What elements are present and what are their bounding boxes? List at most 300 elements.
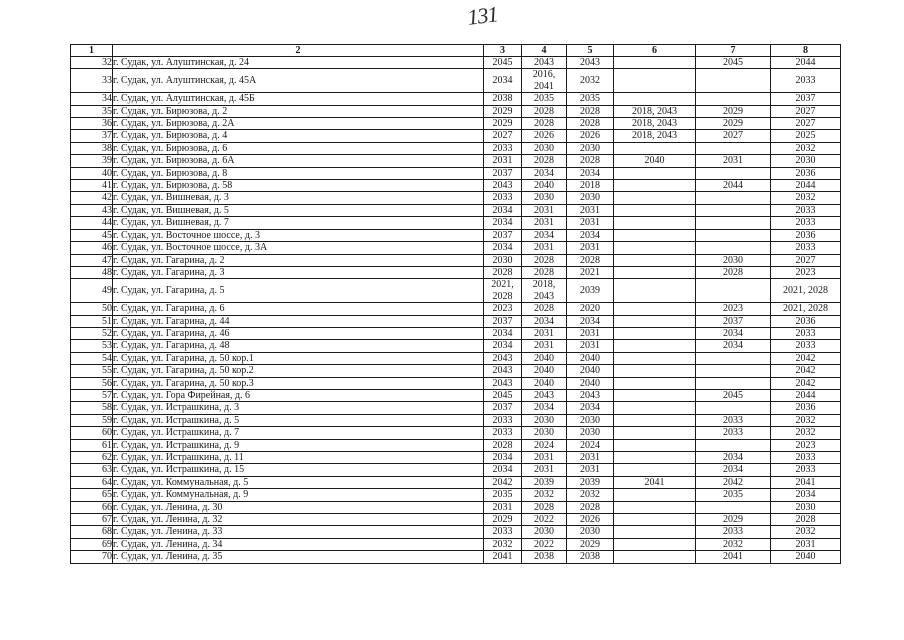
table-row <box>71 254 841 266</box>
address-cell: г. Судак, ул. Вишневая, д. 7 <box>113 217 484 229</box>
col4-cell: 2035 <box>522 93 567 105</box>
col5-cell: 2034 <box>567 315 614 327</box>
col4-cell: 2028 <box>522 266 567 278</box>
col4-cell: 2030 <box>522 414 567 426</box>
col4-cell: 2040 <box>522 352 567 364</box>
col5-cell: 2030 <box>567 427 614 439</box>
table-row <box>71 315 841 327</box>
address-cell: г. Судак, ул. Ленина, д. 30 <box>113 501 484 513</box>
col8-cell: 2041 <box>771 476 841 488</box>
col8-cell: 2025 <box>771 130 841 142</box>
col5-cell: 2040 <box>567 377 614 389</box>
col3-cell: 2031 <box>484 501 522 513</box>
row-number-cell: 40 <box>71 167 113 179</box>
col7-cell <box>696 142 771 154</box>
col4-cell: 2030 <box>522 427 567 439</box>
header-cell-8: 8 <box>771 45 841 57</box>
col4-cell: 2038 <box>522 551 567 563</box>
col7-cell: 2030 <box>696 254 771 266</box>
col3-cell: 2028 <box>484 266 522 278</box>
col4-cell: 2028 <box>522 155 567 167</box>
address-cell: г. Судак, ул. Бирюзова, д. 6 <box>113 142 484 154</box>
col5-cell: 2028 <box>567 118 614 130</box>
col7-cell: 2034 <box>696 340 771 352</box>
col6-cell <box>614 266 696 278</box>
col8-cell: 2036 <box>771 229 841 241</box>
col5-cell: 2028 <box>567 254 614 266</box>
address-cell: г. Судак, ул. Коммунальная, д. 9 <box>113 489 484 501</box>
address-cell: г. Судак, ул. Гора Фирейная, д. 6 <box>113 389 484 401</box>
col5-cell: 2026 <box>567 514 614 526</box>
col5-cell: 2034 <box>567 167 614 179</box>
table-row <box>71 452 841 464</box>
row-number-cell: 33 <box>71 69 113 93</box>
col4-cell: 2031 <box>522 464 567 476</box>
row-number-cell: 52 <box>71 327 113 339</box>
col4-cell: 2026 <box>522 130 567 142</box>
col7-cell <box>696 229 771 241</box>
table-row <box>71 538 841 550</box>
row-number-cell: 49 <box>71 279 113 303</box>
col7-cell: 2029 <box>696 118 771 130</box>
col4-cell: 2031 <box>522 340 567 352</box>
col3-cell: 2034 <box>484 242 522 254</box>
row-number-cell: 35 <box>71 105 113 117</box>
col8-cell: 2042 <box>771 352 841 364</box>
col4-cell: 2031 <box>522 242 567 254</box>
col5-cell: 2031 <box>567 242 614 254</box>
col6-cell <box>614 242 696 254</box>
col7-cell <box>696 192 771 204</box>
row-number-cell: 53 <box>71 340 113 352</box>
table-row <box>71 69 841 93</box>
col6-cell: 2018, 2043 <box>614 130 696 142</box>
col3-cell: 2033 <box>484 427 522 439</box>
row-number-cell: 70 <box>71 551 113 563</box>
col5-cell: 2031 <box>567 340 614 352</box>
col7-cell: 2037 <box>696 315 771 327</box>
col8-cell: 2032 <box>771 414 841 426</box>
col6-cell <box>614 142 696 154</box>
col4-cell: 2030 <box>522 192 567 204</box>
col3-cell: 2037 <box>484 167 522 179</box>
col7-cell <box>696 402 771 414</box>
row-number-cell: 66 <box>71 501 113 513</box>
col6-cell <box>614 327 696 339</box>
col7-cell: 2035 <box>696 489 771 501</box>
table-row <box>71 242 841 254</box>
col4-cell: 2028 <box>522 118 567 130</box>
col8-cell: 2044 <box>771 57 841 69</box>
header-cell-5: 5 <box>567 45 614 57</box>
row-number-cell: 43 <box>71 204 113 216</box>
address-cell: г. Судак, ул. Гагарина, д. 50 кор.3 <box>113 377 484 389</box>
table-row <box>71 464 841 476</box>
col3-cell: 2038 <box>484 93 522 105</box>
col3-cell: 2034 <box>484 327 522 339</box>
header-cell-7: 7 <box>696 45 771 57</box>
col3-cell: 2041 <box>484 551 522 563</box>
row-number-cell: 54 <box>71 352 113 364</box>
col6-cell <box>614 93 696 105</box>
col5-cell: 2034 <box>567 229 614 241</box>
col3-cell: 2043 <box>484 180 522 192</box>
col3-cell: 2023 <box>484 303 522 315</box>
row-number-cell: 41 <box>71 180 113 192</box>
address-cell: г. Судак, ул. Гагарина, д. 2 <box>113 254 484 266</box>
header-cell-3: 3 <box>484 45 522 57</box>
col7-cell <box>696 217 771 229</box>
col4-cell: 2034 <box>522 229 567 241</box>
col4-cell: 2043 <box>522 389 567 401</box>
col5-cell: 2032 <box>567 489 614 501</box>
col3-cell: 2037 <box>484 315 522 327</box>
table-row <box>71 155 841 167</box>
col7-cell: 2033 <box>696 526 771 538</box>
col5-cell: 2020 <box>567 303 614 315</box>
address-cell: г. Судак, ул. Алуштинская, д. 45А <box>113 69 484 93</box>
col5-cell: 2021 <box>567 266 614 278</box>
address-cell: г. Судак, ул. Бирюзова, д. 58 <box>113 180 484 192</box>
col6-cell <box>614 501 696 513</box>
col8-cell: 2023 <box>771 439 841 451</box>
col6-cell: 2018, 2043 <box>614 105 696 117</box>
address-cell: г. Судак, ул. Бирюзова, д. 2 <box>113 105 484 117</box>
col4-cell: 2016, 2041 <box>522 69 567 93</box>
col4-cell: 2034 <box>522 167 567 179</box>
col5-cell: 2038 <box>567 551 614 563</box>
address-cell: г. Судак, ул. Истрашкина, д. 5 <box>113 414 484 426</box>
table-row <box>71 476 841 488</box>
col8-cell: 2032 <box>771 427 841 439</box>
row-number-cell: 48 <box>71 266 113 278</box>
col3-cell: 2045 <box>484 389 522 401</box>
row-number-cell: 56 <box>71 377 113 389</box>
row-number-cell: 58 <box>71 402 113 414</box>
col5-cell: 2039 <box>567 476 614 488</box>
col7-cell: 2044 <box>696 180 771 192</box>
col4-cell: 2030 <box>522 142 567 154</box>
col6-cell <box>614 192 696 204</box>
address-cell: г. Судак, ул. Гагарина, д. 44 <box>113 315 484 327</box>
col3-cell: 2033 <box>484 526 522 538</box>
col6-cell <box>614 427 696 439</box>
address-cell: г. Судак, ул. Истрашкина, д. 11 <box>113 452 484 464</box>
col3-cell: 2037 <box>484 229 522 241</box>
table-row <box>71 266 841 278</box>
address-cell: г. Судак, ул. Бирюзова, д. 2А <box>113 118 484 130</box>
col5-cell: 2028 <box>567 105 614 117</box>
col8-cell: 2033 <box>771 242 841 254</box>
address-cell: г. Судак, ул. Бирюзова, д. 4 <box>113 130 484 142</box>
col3-cell: 2029 <box>484 105 522 117</box>
row-number-cell: 46 <box>71 242 113 254</box>
address-cell: г. Судак, ул. Истрашкина, д. 9 <box>113 439 484 451</box>
col7-cell <box>696 242 771 254</box>
address-cell: г. Судак, ул. Восточное шоссе, д. 3 <box>113 229 484 241</box>
table-row <box>71 93 841 105</box>
row-number-cell: 50 <box>71 303 113 315</box>
col8-cell: 2033 <box>771 452 841 464</box>
table-row <box>71 414 841 426</box>
col3-cell: 2021, 2028 <box>484 279 522 303</box>
col3-cell: 2030 <box>484 254 522 266</box>
col5-cell: 2039 <box>567 279 614 303</box>
col6-cell <box>614 229 696 241</box>
col4-cell: 2028 <box>522 105 567 117</box>
col6-cell <box>614 279 696 303</box>
table-row <box>71 526 841 538</box>
col7-cell <box>696 167 771 179</box>
col3-cell: 2034 <box>484 464 522 476</box>
col4-cell: 2031 <box>522 327 567 339</box>
col3-cell: 2045 <box>484 57 522 69</box>
row-number-cell: 55 <box>71 365 113 377</box>
col8-cell: 2021, 2028 <box>771 303 841 315</box>
col3-cell: 2033 <box>484 414 522 426</box>
col5-cell: 2031 <box>567 327 614 339</box>
row-number-cell: 32 <box>71 57 113 69</box>
col8-cell: 2037 <box>771 93 841 105</box>
address-cell: г. Судак, ул. Гагарина, д. 5 <box>113 279 484 303</box>
row-number-cell: 57 <box>71 389 113 401</box>
address-cell: г. Судак, ул. Гагарина, д. 3 <box>113 266 484 278</box>
col5-cell: 2018 <box>567 180 614 192</box>
housing-schedule-table <box>70 44 841 564</box>
col6-cell <box>614 180 696 192</box>
col8-cell: 2027 <box>771 118 841 130</box>
col3-cell: 2034 <box>484 217 522 229</box>
table-row <box>71 105 841 117</box>
col3-cell: 2034 <box>484 204 522 216</box>
col3-cell: 2043 <box>484 377 522 389</box>
col6-cell <box>614 69 696 93</box>
col5-cell: 2035 <box>567 93 614 105</box>
col8-cell: 2040 <box>771 551 841 563</box>
row-number-cell: 36 <box>71 118 113 130</box>
row-number-cell: 60 <box>71 427 113 439</box>
col5-cell: 2034 <box>567 402 614 414</box>
col4-cell: 2040 <box>522 377 567 389</box>
table-row <box>71 427 841 439</box>
row-number-cell: 69 <box>71 538 113 550</box>
col7-cell <box>696 439 771 451</box>
col4-cell: 2022 <box>522 538 567 550</box>
table-row <box>71 402 841 414</box>
table-row <box>71 352 841 364</box>
col4-cell: 2024 <box>522 439 567 451</box>
address-cell: г. Судак, ул. Гагарина, д. 46 <box>113 327 484 339</box>
col7-cell <box>696 501 771 513</box>
col6-cell <box>614 254 696 266</box>
col8-cell: 2042 <box>771 377 841 389</box>
col7-cell: 2032 <box>696 538 771 550</box>
col6-cell <box>614 167 696 179</box>
col7-cell: 2033 <box>696 414 771 426</box>
col6-cell <box>614 204 696 216</box>
col7-cell <box>696 279 771 303</box>
col7-cell: 2042 <box>696 476 771 488</box>
col3-cell: 2027 <box>484 130 522 142</box>
address-cell: г. Судак, ул. Истрашкина, д. 15 <box>113 464 484 476</box>
col6-cell <box>614 402 696 414</box>
col7-cell <box>696 204 771 216</box>
col4-cell: 2039 <box>522 476 567 488</box>
table-row <box>71 204 841 216</box>
col5-cell: 2031 <box>567 464 614 476</box>
col7-cell: 2029 <box>696 105 771 117</box>
row-number-cell: 67 <box>71 514 113 526</box>
col4-cell: 2028 <box>522 501 567 513</box>
col3-cell: 2028 <box>484 439 522 451</box>
col7-cell: 2027 <box>696 130 771 142</box>
col3-cell: 2033 <box>484 142 522 154</box>
address-cell: г. Судак, ул. Гагарина, д. 50 кор.2 <box>113 365 484 377</box>
table-row <box>71 389 841 401</box>
address-cell: г. Судак, ул. Гагарина, д. 6 <box>113 303 484 315</box>
row-number-cell: 51 <box>71 315 113 327</box>
address-cell: г. Судак, ул. Ленина, д. 33 <box>113 526 484 538</box>
col4-cell: 2022 <box>522 514 567 526</box>
col7-cell: 2034 <box>696 464 771 476</box>
col4-cell: 2031 <box>522 217 567 229</box>
col6-cell <box>614 389 696 401</box>
col8-cell: 2042 <box>771 365 841 377</box>
address-cell: г. Судак, ул. Вишневая, д. 5 <box>113 204 484 216</box>
col3-cell: 2043 <box>484 352 522 364</box>
row-number-cell: 62 <box>71 452 113 464</box>
col6-cell: 2041 <box>614 476 696 488</box>
table-row <box>71 340 841 352</box>
header-cell-4: 4 <box>522 45 567 57</box>
address-cell: г. Судак, ул. Вишневая, д. 3 <box>113 192 484 204</box>
col5-cell: 2030 <box>567 526 614 538</box>
col5-cell: 2031 <box>567 452 614 464</box>
col7-cell: 2031 <box>696 155 771 167</box>
col6-cell <box>614 551 696 563</box>
address-cell: г. Судак, ул. Истрашкина, д. 7 <box>113 427 484 439</box>
table-row <box>71 551 841 563</box>
row-number-cell: 44 <box>71 217 113 229</box>
col5-cell: 2029 <box>567 538 614 550</box>
col4-cell: 2034 <box>522 402 567 414</box>
table-row <box>71 501 841 513</box>
col7-cell <box>696 365 771 377</box>
col4-cell: 2031 <box>522 204 567 216</box>
col6-cell <box>614 526 696 538</box>
address-cell: г. Судак, ул. Гагарина, д. 48 <box>113 340 484 352</box>
table-row <box>71 180 841 192</box>
col8-cell: 2028 <box>771 514 841 526</box>
col8-cell: 2033 <box>771 69 841 93</box>
col3-cell: 2029 <box>484 118 522 130</box>
col6-cell: 2018, 2043 <box>614 118 696 130</box>
col7-cell: 2023 <box>696 303 771 315</box>
col8-cell: 2032 <box>771 142 841 154</box>
address-cell: г. Судак, ул. Ленина, д. 34 <box>113 538 484 550</box>
col6-cell <box>614 439 696 451</box>
col5-cell: 2026 <box>567 130 614 142</box>
col4-cell: 2030 <box>522 526 567 538</box>
address-cell: г. Судак, ул. Истрашкина, д. 3 <box>113 402 484 414</box>
row-number-cell: 59 <box>71 414 113 426</box>
table-header <box>71 45 841 57</box>
col8-cell: 2027 <box>771 254 841 266</box>
table-row <box>71 365 841 377</box>
col3-cell: 2042 <box>484 476 522 488</box>
col8-cell: 2033 <box>771 340 841 352</box>
col6-cell <box>614 303 696 315</box>
col7-cell: 2041 <box>696 551 771 563</box>
address-cell: г. Судак, ул. Ленина, д. 32 <box>113 514 484 526</box>
col8-cell: 2033 <box>771 327 841 339</box>
col7-cell: 2028 <box>696 266 771 278</box>
row-number-cell: 64 <box>71 476 113 488</box>
col6-cell <box>614 464 696 476</box>
col6-cell <box>614 452 696 464</box>
table-row <box>71 514 841 526</box>
row-number-cell: 65 <box>71 489 113 501</box>
col3-cell: 2029 <box>484 514 522 526</box>
col7-cell <box>696 93 771 105</box>
col8-cell: 2044 <box>771 180 841 192</box>
table-row <box>71 130 841 142</box>
row-number-cell: 37 <box>71 130 113 142</box>
col4-cell: 2028 <box>522 254 567 266</box>
col5-cell: 2028 <box>567 155 614 167</box>
table-row <box>71 377 841 389</box>
col8-cell: 2032 <box>771 526 841 538</box>
col8-cell: 2036 <box>771 167 841 179</box>
col3-cell: 2032 <box>484 538 522 550</box>
col5-cell: 2024 <box>567 439 614 451</box>
col7-cell <box>696 69 771 93</box>
row-number-cell: 42 <box>71 192 113 204</box>
col4-cell: 2040 <box>522 365 567 377</box>
col6-cell <box>614 514 696 526</box>
col6-cell <box>614 340 696 352</box>
address-cell: г. Судак, ул. Коммунальная, д. 5 <box>113 476 484 488</box>
table-row <box>71 279 841 303</box>
row-number-cell: 61 <box>71 439 113 451</box>
col5-cell: 2030 <box>567 414 614 426</box>
col6-cell <box>614 217 696 229</box>
col5-cell: 2030 <box>567 142 614 154</box>
col5-cell: 2040 <box>567 352 614 364</box>
address-cell: г. Судак, ул. Бирюзова, д. 8 <box>113 167 484 179</box>
table-row <box>71 192 841 204</box>
col8-cell: 2044 <box>771 389 841 401</box>
col3-cell: 2034 <box>484 452 522 464</box>
col4-cell: 2043 <box>522 57 567 69</box>
address-cell: г. Судак, ул. Ленина, д. 35 <box>113 551 484 563</box>
table-row <box>71 229 841 241</box>
col4-cell: 2018, 2043 <box>522 279 567 303</box>
col7-cell: 2034 <box>696 452 771 464</box>
table-row <box>71 489 841 501</box>
col8-cell: 2023 <box>771 266 841 278</box>
col6-cell <box>614 57 696 69</box>
col5-cell: 2032 <box>567 69 614 93</box>
header-row <box>71 45 841 57</box>
col6-cell <box>614 538 696 550</box>
col7-cell: 2029 <box>696 514 771 526</box>
col6-cell <box>614 414 696 426</box>
col5-cell: 2040 <box>567 365 614 377</box>
table-body <box>71 57 841 564</box>
col3-cell: 2034 <box>484 340 522 352</box>
address-cell: г. Судак, ул. Восточное шоссе, д. 3А <box>113 242 484 254</box>
